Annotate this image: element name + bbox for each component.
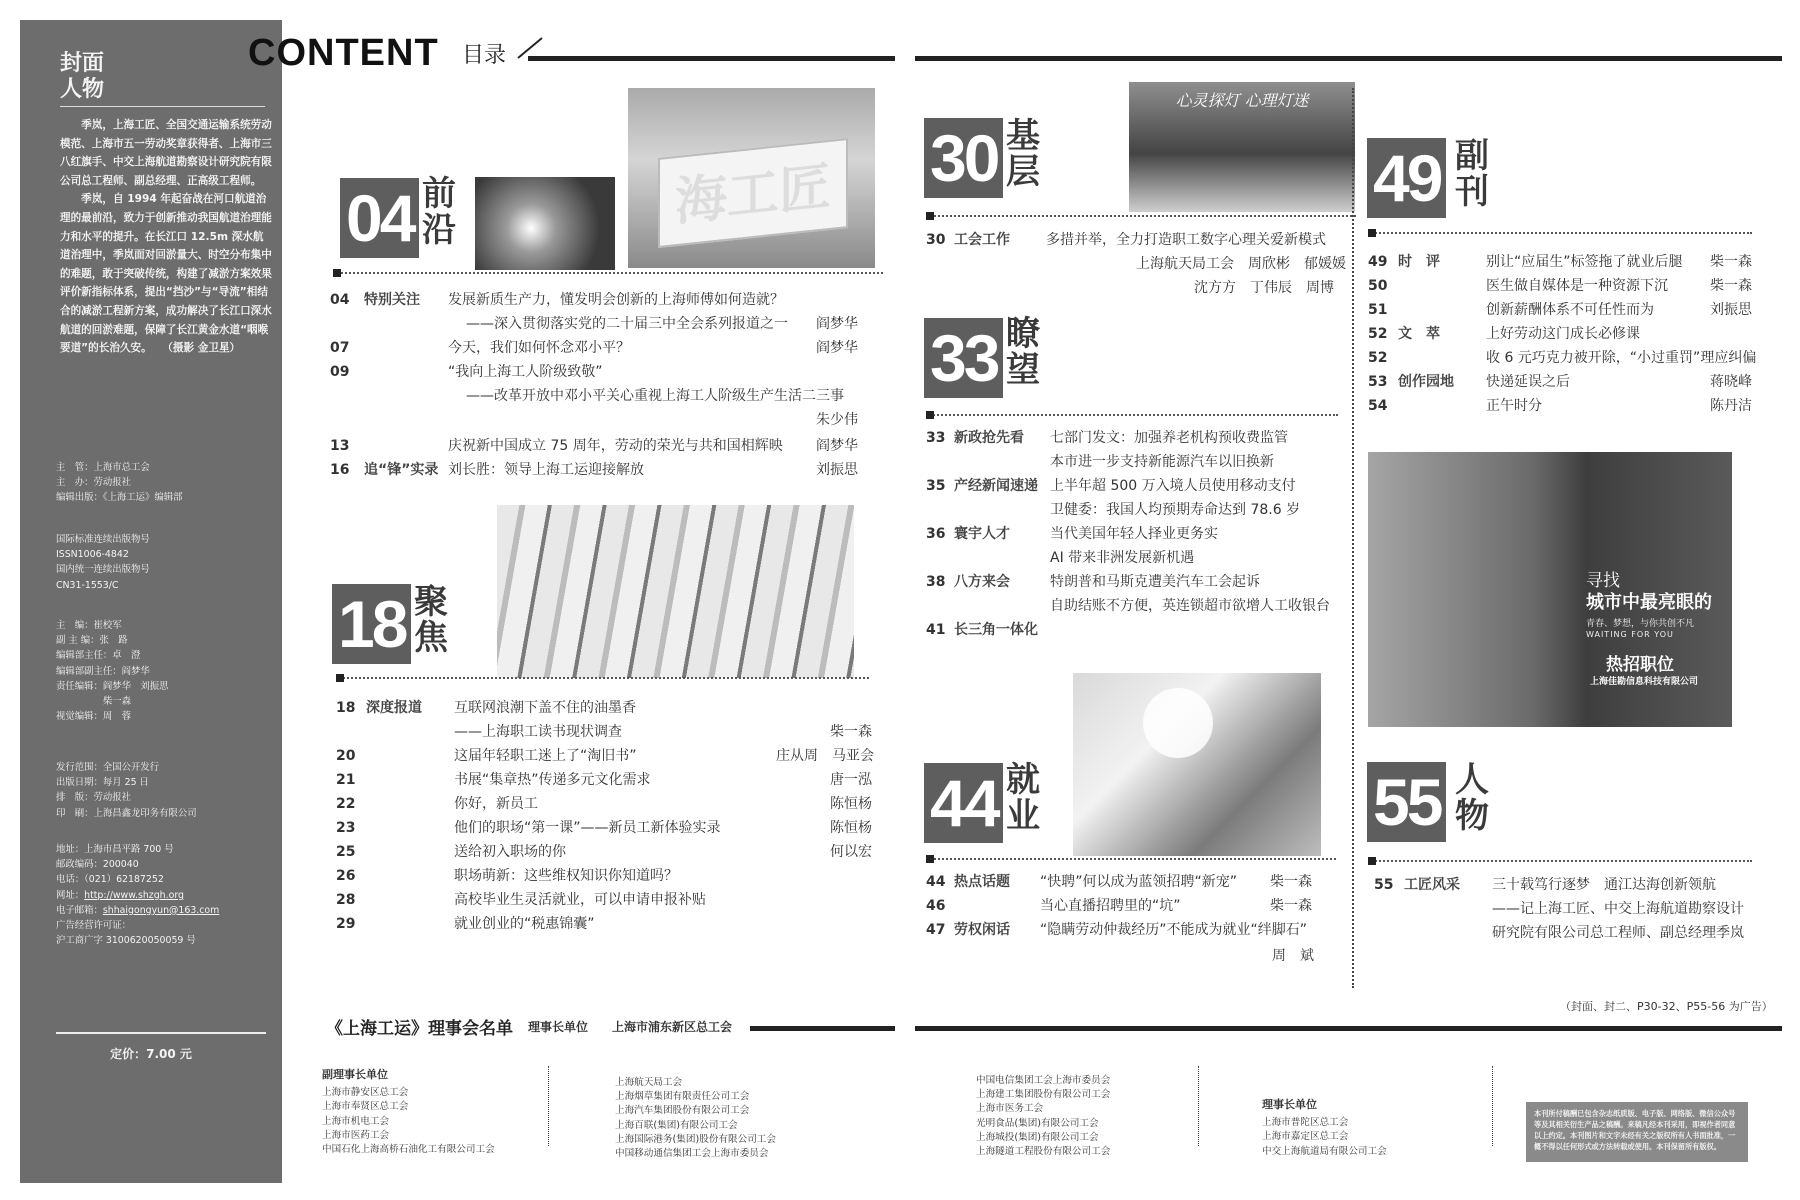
article-title: 互联网浪潮下盖不住的油墨香 — [454, 700, 636, 716]
category-label: 追“锋”实录 — [364, 462, 439, 478]
banner-text-4: WAITING FOR YOU — [1586, 630, 1674, 639]
section-number-55: 55 — [1367, 762, 1446, 842]
author: 柴一森 — [1270, 874, 1312, 890]
article-title: 医生做自媒体是一种资源下沉 — [1486, 278, 1668, 294]
page-number: 46 — [926, 898, 946, 914]
article-title: 收 6 元巧克力被开除，“小过重罚”理应纠偏 — [1486, 350, 1757, 366]
article-title: 别让“应届生”标签拖了就业后腿 — [1486, 254, 1683, 270]
page-number: 49 — [1368, 254, 1388, 270]
page-number: 26 — [336, 868, 356, 884]
category-label: 文 萃 — [1398, 326, 1440, 342]
email-link[interactable]: shhaigongyun@163.com — [102, 904, 220, 916]
author-line: 沈方方 丁伟辰 周博 — [1194, 280, 1334, 296]
category-label: 新政抢先看 — [954, 430, 1024, 446]
section-number-49: 49 — [1367, 138, 1446, 218]
livestream-recruitment-photo — [1073, 673, 1321, 856]
category-label: 寰宇人才 — [954, 526, 1010, 542]
article-title: 高校毕业生灵活就业，可以申请申报补贴 — [454, 892, 706, 908]
council-title: 《上海工运》理事会名单 — [326, 1019, 513, 1039]
page-number: 51 — [1368, 302, 1388, 318]
author: 柴一森 — [1710, 254, 1752, 270]
section-divider — [926, 215, 1356, 217]
article-title: 当心直播招聘里的“坑” — [1040, 898, 1181, 914]
page-number: 47 — [926, 922, 946, 938]
vice-chair-units — [322, 1068, 495, 1157]
author: 唐一泓 — [830, 772, 872, 788]
category-label: 长三角一体化 — [954, 622, 1038, 638]
page-number: 50 — [1368, 278, 1388, 294]
advertisement-note: （封面、封二、P30-32、P55-56 为广告） — [1560, 1000, 1773, 1013]
chair-units-heading: 理事长单位 — [1262, 1098, 1317, 1111]
page-number: 36 — [926, 526, 946, 542]
issn-info: 国际标准连续出版物号 ISSN1006-4842 国内统一连续出版物号 CN31-1553/C — [56, 534, 150, 591]
section-divider — [1368, 860, 1752, 862]
article-title: 上半年超 500 万入境人员使用移动支付 — [1050, 478, 1296, 494]
author-line: 上海航天局工会 周欣彬 郁媛媛 — [1136, 256, 1346, 272]
page-number: 33 — [926, 430, 946, 446]
section-title-49: 副刊 — [1455, 136, 1489, 212]
job-fair-photo — [1368, 452, 1732, 727]
category-label: 创作园地 — [1398, 374, 1454, 390]
editorial-staff: 主 编：崔校军 副 主 编：张 路 编辑部主任：卓 澄 编辑部副主任：阎梦华 责任编辑：阎梦华 刘振思 柴一森 视觉编辑：周 蓉 — [56, 620, 169, 723]
publisher-info: 主 管：上海市总工会 主 办：劳动报社 编辑出版：《上海工运》编辑部 — [56, 462, 183, 504]
section-number-30: 30 — [924, 118, 1003, 198]
banner-text-5: 热招职位 — [1606, 655, 1674, 675]
author: 何以宏 — [830, 844, 872, 860]
article-title: 上好劳动这门成长必修课 — [1486, 326, 1640, 342]
article-title: 本市进一步支持新能源汽车以旧换新 — [1050, 454, 1274, 470]
section-divider — [926, 414, 1338, 416]
cover-description: 季岚，上海工匠、全国交通运输系统劳动模范、上海市五一劳动奖章获得者、上海市三八红旗手、中交上海航道勘察设计研究院有限公司总工程师、副总经理、正高级工程师。 季岚，自 1994 年起奋战在河口航道治理的最前沿，致力于创新推动我国航道治理能力和水平的提升。在长江口 12.5m 深水航道治理中，季岚面对回淤量大、时空分布集中的难题，敢于突破传统，构建了减淤方案效果评价新指标体系，提出“挡沙”与“导流”相结合的减淤工程新方案，成功解决了长江口深水航道的回淤难题，保障了长江黄金水道“咽喉要道”的长治久安。 （摄影 金卫星） — [60, 119, 272, 355]
article-title: 卫健委：我国人均预期寿命达到 78.6 岁 — [1050, 502, 1301, 518]
vice-chair-list-2: 上海航天局工会 上海烟草集团有限责任公司工会 上海汽车集团股份有限公司工会 上海百联(集团)有限公司工会 上海国际港务(集团)股份有限公司工会 中国移动通信集团工会上海市委员会 — [615, 1077, 776, 1160]
cover-sidebar — [20, 20, 282, 1183]
article-title: 三十载笃行逐梦 通江达海创新领航 — [1492, 877, 1716, 893]
footer-rule-right — [915, 1026, 1782, 1031]
page-number: 30 — [926, 232, 946, 248]
author: 陈恒杨 — [830, 820, 872, 836]
section-title-33: 瞭望 — [1006, 314, 1040, 390]
page-number: 52 — [1368, 326, 1388, 342]
section-title-44: 就业 — [1006, 760, 1040, 836]
article-title: 你好，新员工 — [454, 796, 538, 812]
column-divider — [1352, 88, 1354, 988]
section-number-04: 04 — [340, 178, 419, 258]
chair-label: 理事长单位 — [528, 1020, 589, 1034]
page-number: 35 — [926, 478, 946, 494]
article-title: “我向上海工人阶级致敬” — [448, 364, 603, 380]
chair-units — [1262, 1098, 1387, 1159]
mulu-heading: 目录 — [462, 43, 507, 68]
publication-info: 发行范围：全国公开发行 出版日期：每月 25 日 排 版：劳动报社 印 刷：上海昌鑫龙印务有限公司 — [56, 762, 197, 819]
article-title: 刘长胜：领导上海工运迎接解放 — [448, 462, 644, 478]
page-number: 41 — [926, 622, 946, 638]
email-label: 电子邮箱： — [56, 904, 103, 916]
article-title: 送给初入职场的你 — [454, 844, 566, 860]
header-rule-left — [528, 56, 895, 61]
website-link[interactable]: http://www.shzgh.org — [84, 889, 184, 901]
author: 柴一森 — [1710, 278, 1752, 294]
vice-chair-list-1: 上海市静安区总工会 上海市奉贤区总工会 上海市机电工会 上海市医药工会 中国石化上海高桥石油化工有限公司工会 — [322, 1087, 495, 1156]
contact-address: 地址：上海市昌平路 700 号 邮政编码：200040 电话：（021）62187252 网址： — [56, 844, 174, 901]
author: 刘振思 — [816, 462, 858, 478]
page-number: 28 — [336, 892, 356, 908]
lab-equipment-photo — [475, 177, 615, 270]
section-divider — [336, 677, 869, 679]
article-title: AI 带来非洲发展新机遇 — [1050, 550, 1195, 566]
article-title: 当代美国年轻人择业更务实 — [1050, 526, 1218, 542]
header-rule-right — [915, 56, 1782, 61]
article-subtitle: 研究院有限公司总工程师、副总经理季岚 — [1492, 925, 1744, 941]
section-title-30: 基层 — [1006, 116, 1040, 192]
banner-text-6: 上海佳勘信息科技有限公司 — [1590, 677, 1699, 687]
article-title: 创新薪酬体系不可任性而为 — [1486, 302, 1654, 318]
column-divider — [1492, 1066, 1493, 1146]
author: 陈丹洁 — [1710, 398, 1752, 414]
divider — [56, 1032, 266, 1034]
psychology-lantern-photo — [1129, 82, 1355, 212]
page-number: 29 — [336, 916, 356, 932]
page-number: 44 — [926, 874, 946, 890]
column-divider — [548, 1066, 549, 1146]
author: 刘振思 — [1710, 302, 1752, 318]
category-label: 特别关注 — [364, 292, 420, 308]
page-number: 55 — [1374, 877, 1394, 893]
category-label: 时 评 — [1398, 254, 1440, 270]
page-number: 13 — [330, 438, 350, 454]
article-subtitle: ——上海职工读书现状调查 — [454, 724, 622, 740]
page-number: 54 — [1368, 398, 1388, 414]
article-title: 今天，我们如何怀念邓小平？ — [448, 340, 630, 356]
book-fair-photo — [497, 505, 854, 678]
author: 阎梦华 — [816, 438, 858, 454]
category-label: 热点话题 — [954, 874, 1010, 890]
content-heading: CONTENT — [248, 32, 439, 74]
author: 柴一森 — [1270, 898, 1312, 914]
vice-chair-heading: 副理事长单位 — [322, 1068, 388, 1081]
lantern-banner-text: 心灵探灯 心理灯迷 — [1175, 91, 1309, 110]
contact-info — [56, 842, 219, 948]
ring-light-icon — [1143, 688, 1213, 758]
section-title-55: 人物 — [1455, 760, 1489, 836]
vice-chair-list-3: 中国电信集团工会上海市委员会 上海建工集团股份有限公司工会 上海市医务工会 光明食品(集团)有限公司工会 上海城投(集团)有限公司工会 上海隧道工程股份有限公司工会 — [976, 1075, 1111, 1158]
article-title: 发展新质生产力，懂发明会创新的上海师傅如何造就？ — [448, 292, 784, 308]
category-label: 工会工作 — [954, 232, 1010, 248]
author: 阎梦华 — [816, 316, 858, 332]
category-label: 八方来会 — [954, 574, 1010, 590]
article-title: 这届年轻职工迷上了“淘旧书” — [454, 748, 637, 764]
exhibition-sign-text: 海工匠 — [658, 138, 848, 248]
article-title: 快递延误之后 — [1486, 374, 1570, 390]
copyright-notice: 本刊所付稿酬已包含杂志纸质版、电子版、网络版、微信公众号等及其相关衍生产品之稿酬。来稿凡经本刊采用，即视作者同意以上约定。本刊图片和文字未经有关之版权所有人书面批准，一概不得以任何形式或方法转载或使用。本刊保留所有版权。 — [1526, 1102, 1748, 1162]
category-label: 深度报道 — [366, 700, 422, 716]
article-title: 书展“集章热”传递多元文化需求 — [454, 772, 651, 788]
section-divider — [333, 272, 883, 274]
page-number: 20 — [336, 748, 356, 764]
section-divider — [926, 858, 1336, 860]
author: 蒋晓峰 — [1710, 374, 1752, 390]
article-title: 自助结账不方便，英连锁超市欲增人工收银台 — [1050, 598, 1330, 614]
page-number: 38 — [926, 574, 946, 590]
page-number: 25 — [336, 844, 356, 860]
author: 阎梦华 — [816, 340, 858, 356]
author: 朱少伟 — [816, 412, 858, 428]
author: 庄从周 马亚会 — [776, 748, 874, 764]
section-title-04: 前沿 — [422, 174, 456, 250]
divider — [60, 106, 265, 107]
category-label: 产经新闻速递 — [954, 478, 1038, 494]
author: 柴一森 — [830, 724, 872, 740]
cover-title: 封面人物 — [60, 50, 105, 102]
article-title: 七部门发文：加强养老机构预收费监管 — [1050, 430, 1288, 446]
section-number-44: 44 — [924, 763, 1003, 843]
article-subtitle: ——记上海工匠、中交上海航道勘察设计 — [1492, 901, 1744, 917]
banner-text-3: 青春、梦想，与你共创不凡 — [1586, 619, 1695, 629]
license-info: 广告经营许可证： 沪工商广字 3100620050059 号 — [56, 920, 196, 947]
section-divider — [1368, 232, 1752, 234]
page-number: 23 — [336, 820, 356, 836]
footer-rule-left — [750, 1026, 895, 1031]
article-subtitle: ——改革开放中邓小平关心重视上海工人阶级生产生活二三事 — [466, 388, 844, 404]
category-label: 劳权闲话 — [954, 922, 1010, 938]
article-title: 他们的职场“第一课”——新员工新体验实录 — [454, 820, 721, 836]
section-title-18: 聚焦 — [414, 582, 448, 658]
article-title: 就业创业的“税惠锦囊” — [454, 916, 595, 932]
section-number-18: 18 — [332, 584, 411, 664]
page-number: 18 — [336, 700, 356, 716]
page-number: 04 — [330, 292, 350, 308]
page-number: 07 — [330, 340, 350, 356]
section-number-33: 33 — [924, 318, 1003, 398]
column-divider — [1198, 1066, 1199, 1146]
article-title: “快聘”何以成为蓝领招聘“新宠” — [1040, 874, 1238, 890]
category-label: 工匠风采 — [1404, 877, 1460, 893]
banner-text-2: 城市中最亮眼的 — [1586, 592, 1712, 613]
article-title: 正午时分 — [1486, 398, 1542, 414]
page-number: 21 — [336, 772, 356, 788]
page-number: 09 — [330, 364, 350, 380]
page-number: 22 — [336, 796, 356, 812]
craftsman-exhibition-photo — [628, 88, 875, 268]
chair-unit: 上海市浦东新区总工会 — [612, 1020, 733, 1034]
author: 周 斌 — [1272, 948, 1314, 964]
author: 陈恒杨 — [830, 796, 872, 812]
article-subtitle: ——深入贯彻落实党的二十届三中全会系列报道之一 — [466, 316, 788, 332]
page-number: 52 — [1368, 350, 1388, 366]
page-number: 53 — [1368, 374, 1388, 390]
article-title: 多措并举，全力打造职工数字心理关爱新模式 — [1046, 232, 1326, 248]
price: 定价：7.00 元 — [110, 1047, 192, 1061]
article-title: “隐瞒劳动仲裁经历”不能成为就业“绊脚石” — [1040, 922, 1308, 938]
article-title: 特朗普和马斯克遭美汽车工会起诉 — [1050, 574, 1260, 590]
page-number: 16 — [330, 462, 350, 478]
chair-units-list: 上海市普陀区总工会 上海市嘉定区总工会 中交上海航道局有限公司工会 — [1262, 1117, 1387, 1157]
article-title: 庆祝新中国成立 75 周年，劳动的荣光与共和国相辉映 — [448, 438, 783, 454]
banner-text-1: 寻找 — [1586, 571, 1620, 591]
article-title: 职场萌新：这些维权知识你知道吗？ — [454, 868, 678, 884]
